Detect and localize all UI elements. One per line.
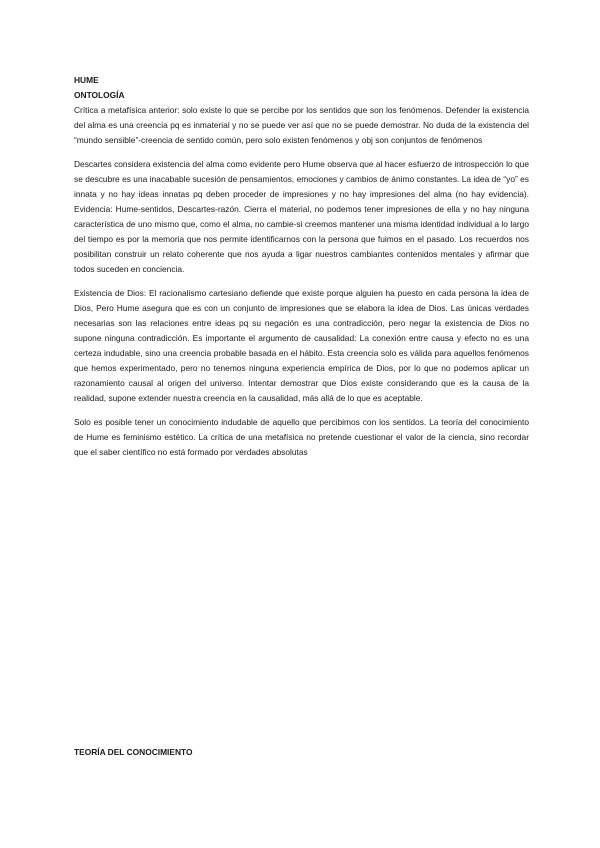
section-title-teoria-conocimiento: TEORÍA DEL CONOCIMIENTO bbox=[74, 747, 193, 757]
paragraph-alma: Descartes considera existencia del alma como evidente pero Hume observa que al hacer esfuerzo de introspección lo que se descubre es una inacabable sucesión de pensamientos, emociones y cambios de ánimo constantes. La idea de “yo” es innata y no hay ideas innatas pq deben proceder de impresiones y no hay impresiones del alma (no hay evidencia). Evidencia: Hume-sentidos, Descartes-razón. Cierra el material, no podemos tener impresiones de ella y no hay ninguna característica de uno mismo que, como el alma, no cambie-si creemos mantener una misma identidad individual a lo largo del tiempo es por la memoria que nos permite identificarnos con la persona que fuimos en el pasado. Los recuerdos nos posibilitan construir un relato coherente que nos ayuda a ligar nuestros cambiantes contenidos mentales y afirmar que todos suceden en conciencia. bbox=[74, 159, 529, 274]
paragraph-critica: Crítica a metafísica anterior: solo existe lo que se percibe por los sentidos que son los fenómenos. Defender la existencia del alma es una creencia pq es inmaterial y no se puede ver así que no se puede demostrar. No duda de la existencia del “mundo sensible”-creencia de sentido común, pero solo existen fenómenos y obj son conjuntos de fenómenos bbox=[74, 105, 529, 145]
section-title-ontologia: ONTOLOGÍA bbox=[74, 90, 125, 100]
paragraph-conocimiento: Solo es posible tener un conocimiento indudable de aquello que percibimos con los sentidos. La teoría del conocimiento de Hume es feminismo estético. La crítica de una metafísica no pretende cuestionar el valor de la ciencia, sino recordar que el saber científico no está formado por verdades absolutas bbox=[74, 417, 529, 457]
document-title: HUME bbox=[74, 75, 99, 85]
paragraph-dios: Existencia de Dios: El racionalismo cartesiano defiende que existe porque alguien ha puesto en cada persona la idea de Dios, Pero Hume asegura que es con un conjunto de impresiones que se elabora la idea de Dios. Las únicas verdades necesarias son las relaciones entre ideas pq su negación es una contradicción, pero negar la existencia de Dios no supone ninguna contradicción. Es importante el argumento de causalidad: La conexión entre causa y efecto no es una certeza indudable, sino una creencia probable basada en el hábito. Esta creencia solo es válida para aquellos fenómenos que hemos experimentado, pero no tenemos ninguna experiencia empírica de Dios, por lo que no podemos aplicar un razonamiento causal al origen del universo. Intentar demostrar que Dios existe considerando que es la causa de la realidad, supone extender nuestra creencia en la causalidad, más allá de lo que es aceptable. bbox=[74, 288, 529, 403]
document-body bbox=[74, 73, 529, 469]
